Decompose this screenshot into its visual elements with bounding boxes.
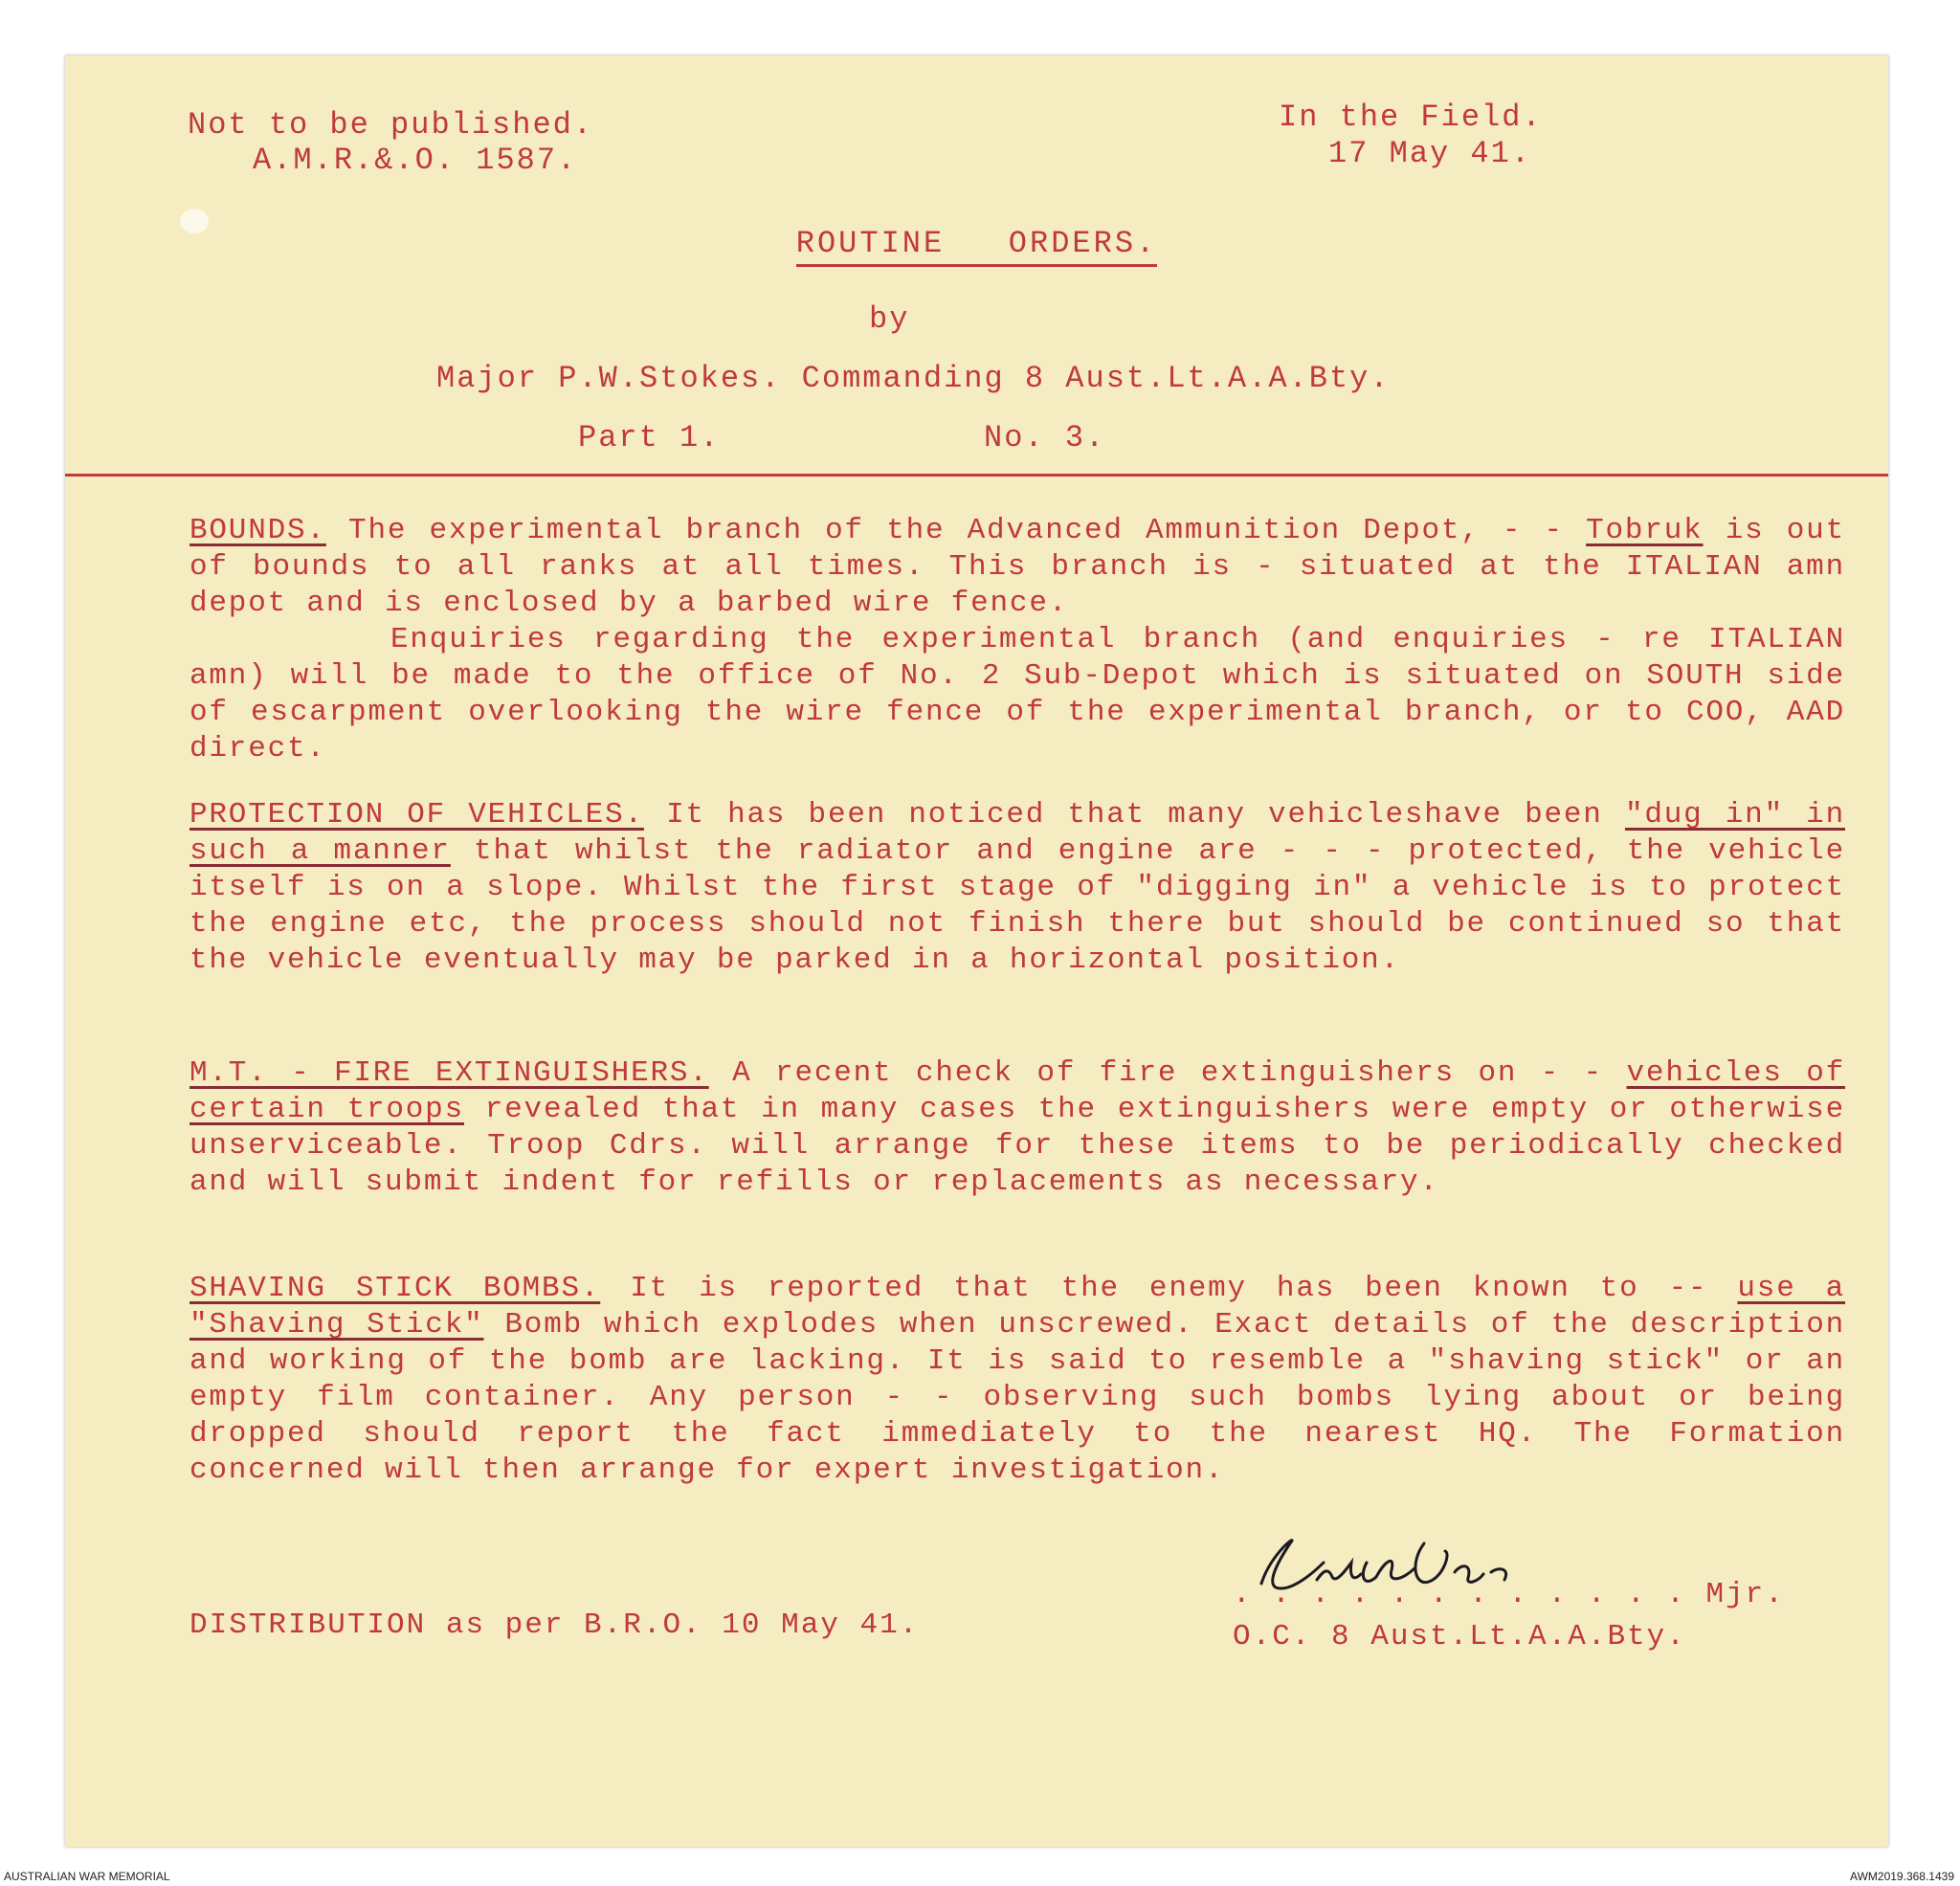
document-title-text: ROUTINE ORDERS. bbox=[796, 226, 1157, 267]
archive-reference: AWM2019.368.1439 bbox=[1850, 1870, 1954, 1883]
signatory-title: O.C. 8 Aust.Lt.A.A.Bty. bbox=[1233, 1620, 1686, 1653]
section-body: that whilst the radiator and engine are - - - protected, the vehicle itself is on a slope. Whilst the first stage of "digging in" a vehicle is to protect the engine etc, the process should not finish there but should be continued so that the vehicle eventually may be parked in a horizontal position. bbox=[189, 834, 1845, 977]
not-to-be-published: Not to be published. bbox=[188, 107, 594, 143]
archive-credit: AUSTRALIAN WAR MEMORIAL bbox=[4, 1870, 170, 1883]
section-underlined-text: "dug in" in such a manner bbox=[189, 798, 1845, 868]
section-underlined-text: vehicles of certain troops bbox=[189, 1056, 1846, 1126]
document-title bbox=[65, 226, 1888, 261]
section-body-second: Enquiries regarding the experimental branch (and enquiries - re ITALIAN amn) will be made to the office of No. 2 Sub-Depot which is situated on SOUTH side of escarpment overlooking the wire fence of the experimental branch, or to COO, AAD direct. bbox=[189, 623, 1845, 765]
by-line: by bbox=[869, 301, 910, 337]
section-heading: SHAVING STICK BOMBS. bbox=[189, 1272, 601, 1305]
section-underlined-text: use a "Shaving Stick" bbox=[189, 1272, 1846, 1342]
signature-block bbox=[1118, 1524, 1864, 1658]
order-number: No. 3. bbox=[984, 420, 1106, 455]
section-heading: M.T. - FIRE EXTINGUISHERS. bbox=[189, 1056, 709, 1090]
in-the-field: In the Field. bbox=[1279, 100, 1543, 135]
section-underlined-text: Tobruk bbox=[1586, 514, 1704, 547]
author-line: Major P.W.Stokes. Commanding 8 Aust.Lt.A.A.Bty. bbox=[436, 361, 1391, 396]
section-shaving-stick-bombs bbox=[189, 1271, 1845, 1489]
section-body: Bomb which explodes when unscrewed. Exact details of the description and working of the bomb are lacking. It is said to resemble a "shaving stick" or an empty film container. Any person - - observing such bombs lying about or being dropped should report the fact immediately to the nearest HQ. The Formation concerned will then arrange for expert investigation. bbox=[189, 1308, 1845, 1487]
part-label: Part 1. bbox=[578, 420, 721, 455]
section-heading: BOUNDS. bbox=[189, 514, 326, 547]
section-protection-of-vehicles bbox=[189, 797, 1845, 979]
section-body: is out of bounds to all ranks at all times. This branch is - situated at the ITALIAN amn depot and is enclosed by a barbed wire fence. bbox=[189, 514, 1845, 620]
section-fire-extinguishers bbox=[189, 1055, 1845, 1201]
amro-number: A.M.R.&.O. 1587. bbox=[253, 143, 578, 178]
section-body: revealed that in many cases the extinguishers were empty or otherwise unserviceable. Troop Cdrs. will arrange for these items to be periodically checked and will submit indent for refills or replacements as necessary. bbox=[189, 1093, 1845, 1199]
section-lead: A recent check of fire extinguishers on - - bbox=[732, 1056, 1627, 1090]
section-lead: It is reported that the enemy has been known to -- bbox=[630, 1272, 1738, 1305]
section-bounds bbox=[189, 513, 1845, 767]
document-sheet bbox=[65, 55, 1888, 1847]
section-heading: PROTECTION OF VEHICLES. bbox=[189, 798, 644, 832]
signature-dots-rank: . . . . . . . . . . . . Mjr. bbox=[1233, 1578, 1785, 1611]
order-date: 17 May 41. bbox=[1328, 136, 1532, 171]
distribution-line: DISTRIBUTION as per B.R.O. 10 May 41. bbox=[189, 1609, 920, 1642]
section-lead: The experimental branch of the Advanced Ammunition Depot, - - bbox=[348, 514, 1587, 547]
section-lead: It has been noticed that many vehicleshave been bbox=[666, 798, 1625, 832]
divider-rule bbox=[65, 474, 1888, 477]
